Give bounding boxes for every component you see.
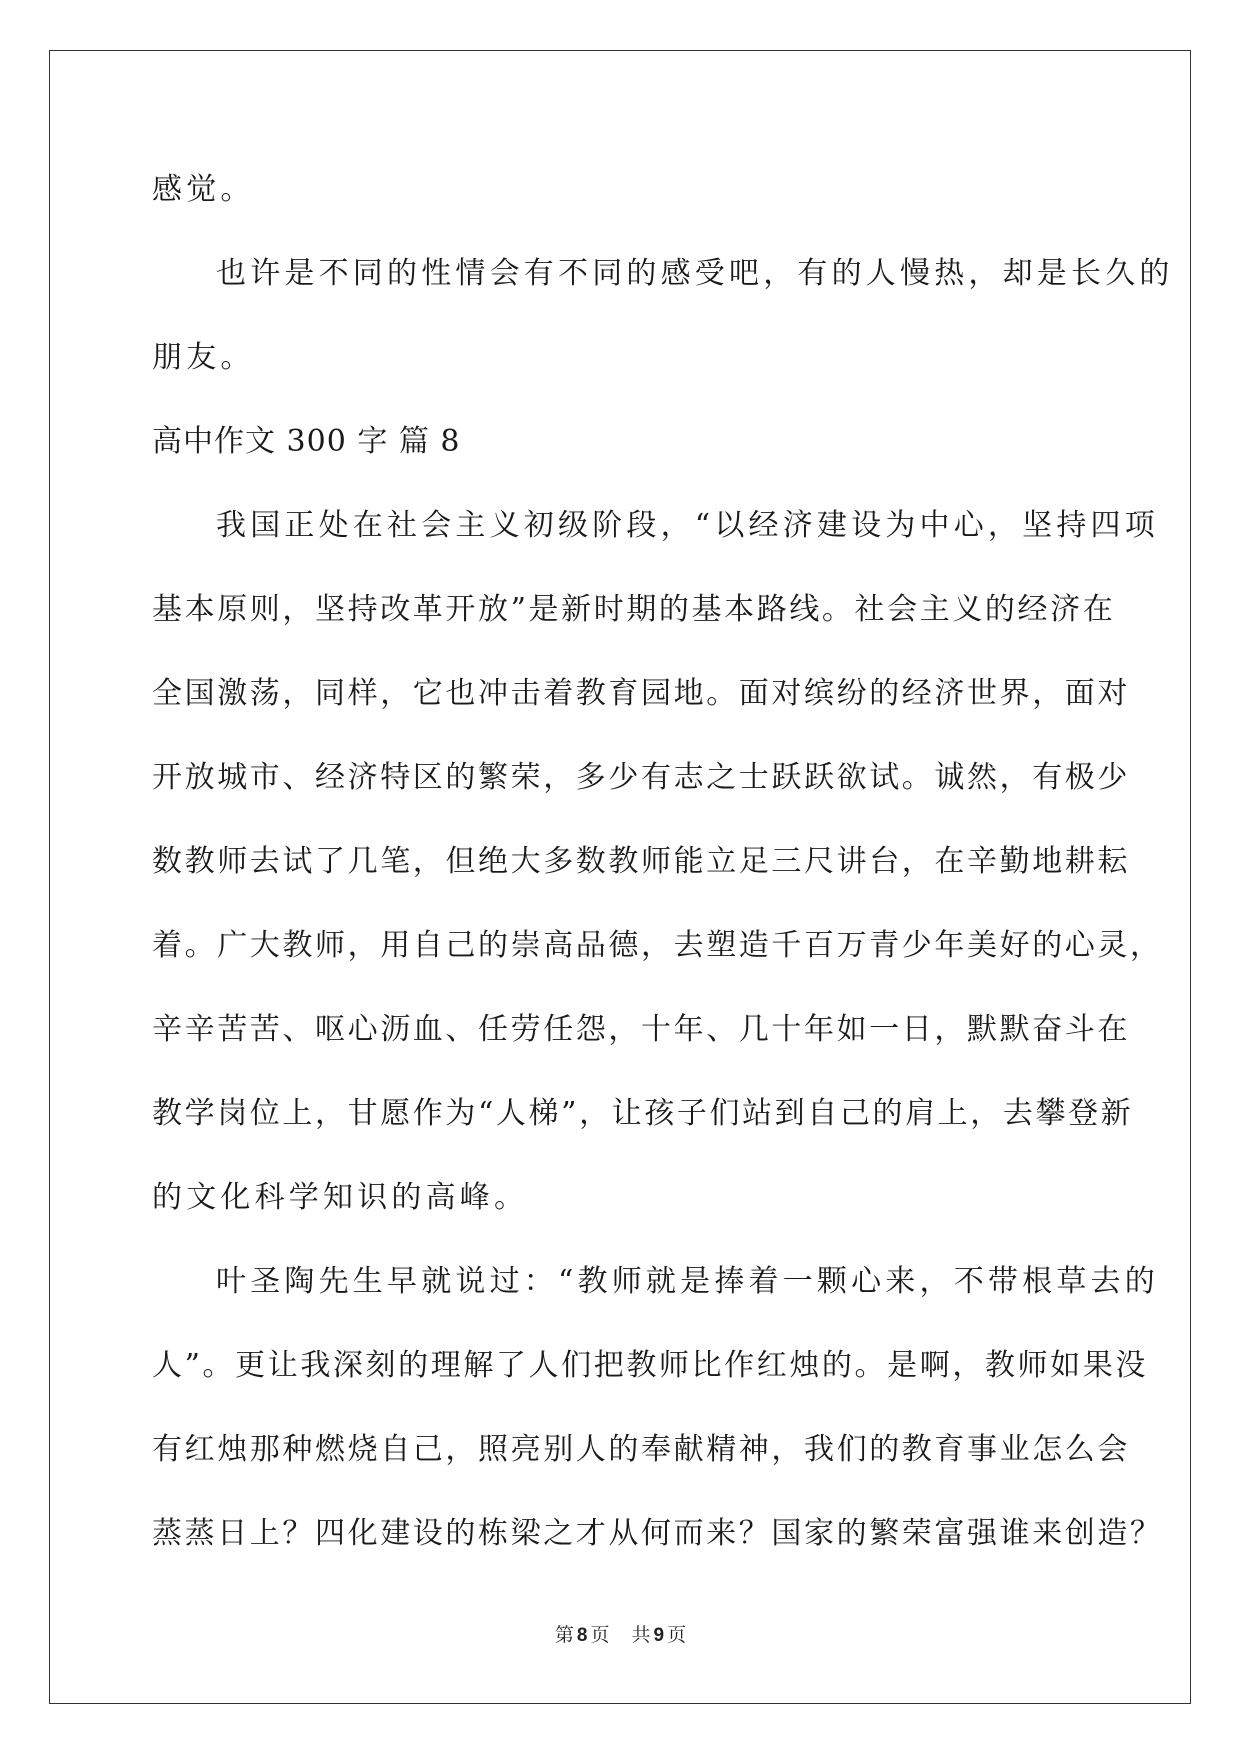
- total-page-count: 9: [653, 1625, 665, 1646]
- paragraph-line: 蒸蒸日上？四化建设的栋梁之才从何而来？国家的繁荣富强谁来创造？: [152, 1516, 1163, 1551]
- total-label-suffix: 页: [667, 1624, 687, 1646]
- page-label-suffix: 页: [590, 1624, 610, 1646]
- paragraph-line: 我国正处在社会主义初级阶段，“以经济建设为中心，坚持四项: [216, 508, 1159, 543]
- paragraph-line: 数教师去试了几笔，但绝大多数教师能立足三尺讲台，在辛勤地耕耘: [152, 844, 1130, 879]
- paragraph-line: 着。广大教师，用自己的崇高品德，去塑造千百万青少年美好的心灵，: [152, 928, 1163, 963]
- page-footer: [0, 1620, 1241, 1647]
- paragraph-line: 基本原则，坚持改革开放”是新时期的基本路线。社会主义的经济在: [152, 592, 1116, 627]
- paragraph-line: 辛辛苦苦、呕心沥血、任劳任怨，十年、几十年如一日，默默奋斗在: [152, 1012, 1130, 1047]
- paragraph-line: 人”。更让我深刻的理解了人们把教师比作红烛的。是啊，教师如果没: [152, 1348, 1148, 1383]
- document-body: [152, 148, 1174, 1576]
- current-page-number: 8: [576, 1625, 588, 1646]
- total-label-prefix: 共: [631, 1624, 651, 1646]
- paragraph-line: 也许是不同的性情会有不同的感受吧，有的人慢热，却是长久的: [216, 256, 1174, 291]
- paragraph-line: 全国激荡，同样，它也冲击着教育园地。面对缤纷的经济世界，面对: [152, 676, 1130, 711]
- paragraph-line: 有红烛那种燃烧自己，照亮别人的奉献精神，我们的教育事业怎么会: [152, 1432, 1130, 1467]
- paragraph-line: 开放城市、经济特区的繁荣，多少有志之士跃跃欲试。诚然，有极少: [152, 760, 1130, 795]
- paragraph-line: 朋友。: [152, 340, 255, 375]
- page-label-prefix: 第: [554, 1624, 574, 1646]
- paragraph-line: 的文化科学知识的高峰。: [152, 1180, 529, 1215]
- section-heading: 高中作文 300 字 篇 8: [152, 424, 461, 459]
- paragraph-line: 叶圣陶先生早就说过：“教师就是捧着一颗心来，不带根草去的: [216, 1264, 1159, 1299]
- paragraph-line: 感觉。: [152, 172, 255, 207]
- paragraph-line: 教学岗位上，甘愿作为“人梯”，让孩子们站到自己的肩上，去攀登新: [152, 1096, 1134, 1131]
